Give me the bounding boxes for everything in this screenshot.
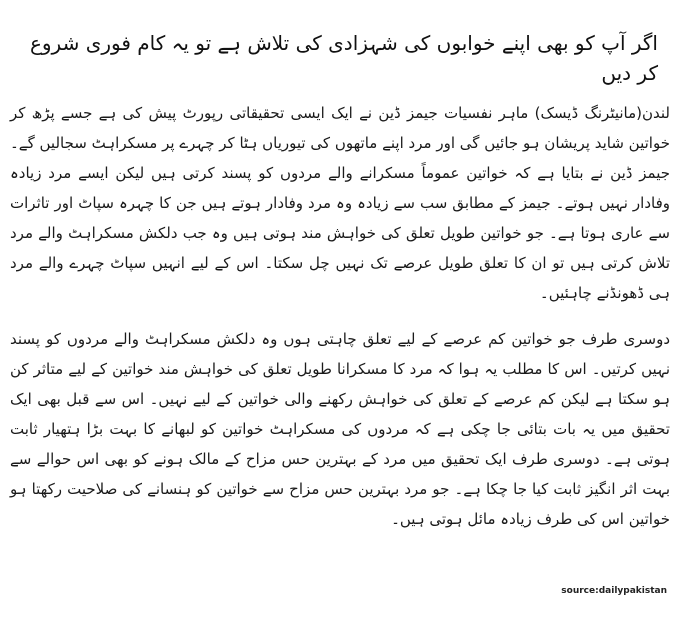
- article-headline: اگر آپ کو بھی اپنے خوابوں کی شہزادی کی تلاش ہے تو یہ کام فوری شروع کر دیں: [29, 31, 658, 85]
- article-paragraph-1: لندن(مانیٹرنگ ڈیسک) ماہر نفسیات جیمز ڈین نے ایک ایسی تحقیقاتی رپورٹ پیش کی ہے جسے پڑھ کر خواتین شاید پریشان ہو جائیں گی اور مرد اپنے ماتھوں کی تیوریاں ہٹا کر چہرے پر مسکراہٹ سجالیں گے۔ جیمز ڈین نے بتایا ہے کہ خواتین عموماً مسکرانے والے مردوں کو پسند کرتی ہیں لیکن ایسے مرد زیادہ وفادار نہیں ہوتے۔ جیمز کے مطابق سب سے زیادہ وہ مرد وفادار ہوتے ہیں جن کا چہرہ سپاٹ اور تاثرات سے عاری ہوتا ہے۔ جو خواتین طویل تعلق کی خواہش مند ہوتی ہیں وہ جب دلکش مسکراہٹ والے مرد تلاش کرتی ہیں تو ان کا تعلق طویل عرصے تک نہیں چل سکتا۔ اس کے لیے انہیں سپاٹ چہرے والے مرد ہی ڈھونڈنے چاہئیں۔: [10, 104, 670, 302]
- article: [10, 28, 670, 550]
- source-credit: source:dailypakistan: [561, 586, 667, 596]
- article-paragraph-2: دوسری طرف جو خواتین کم عرصے کے لیے تعلق چاہتی ہوں وہ دلکش مسکراہٹ والے مردوں کو پسند نہیں کرتیں۔ اس کا مطلب یہ ہوا کہ مرد کا مسکرانا طویل تعلق کی خواہش مند خواتین کے لیے متاثر کن ہو سکتا ہے لیکن کم عرصے کے تعلق کی خواہش رکھنے والی خواتین کے لیے نہیں۔ اس سے قبل بھی ایک تحقیق میں یہ بات بتائی جا چکی ہے کہ مردوں کی مسکراہٹ خواتین کو لبھانے کا بہت بڑا ہتھیار ثابت ہوتی ہے۔ دوسری طرف ایک تحقیق میں مرد کے بہترین حس مزاح کے مالک ہونے کو بھی اس حوالے سے بہت اثر انگیز ثابت کیا جا چکا ہے۔ جو مرد بہترین حس مزاح سے خواتین کو ہنسانے کی صلاحیت رکھتا ہو خواتین اس کی طرف زیادہ مائل ہوتی ہیں۔: [10, 330, 670, 528]
